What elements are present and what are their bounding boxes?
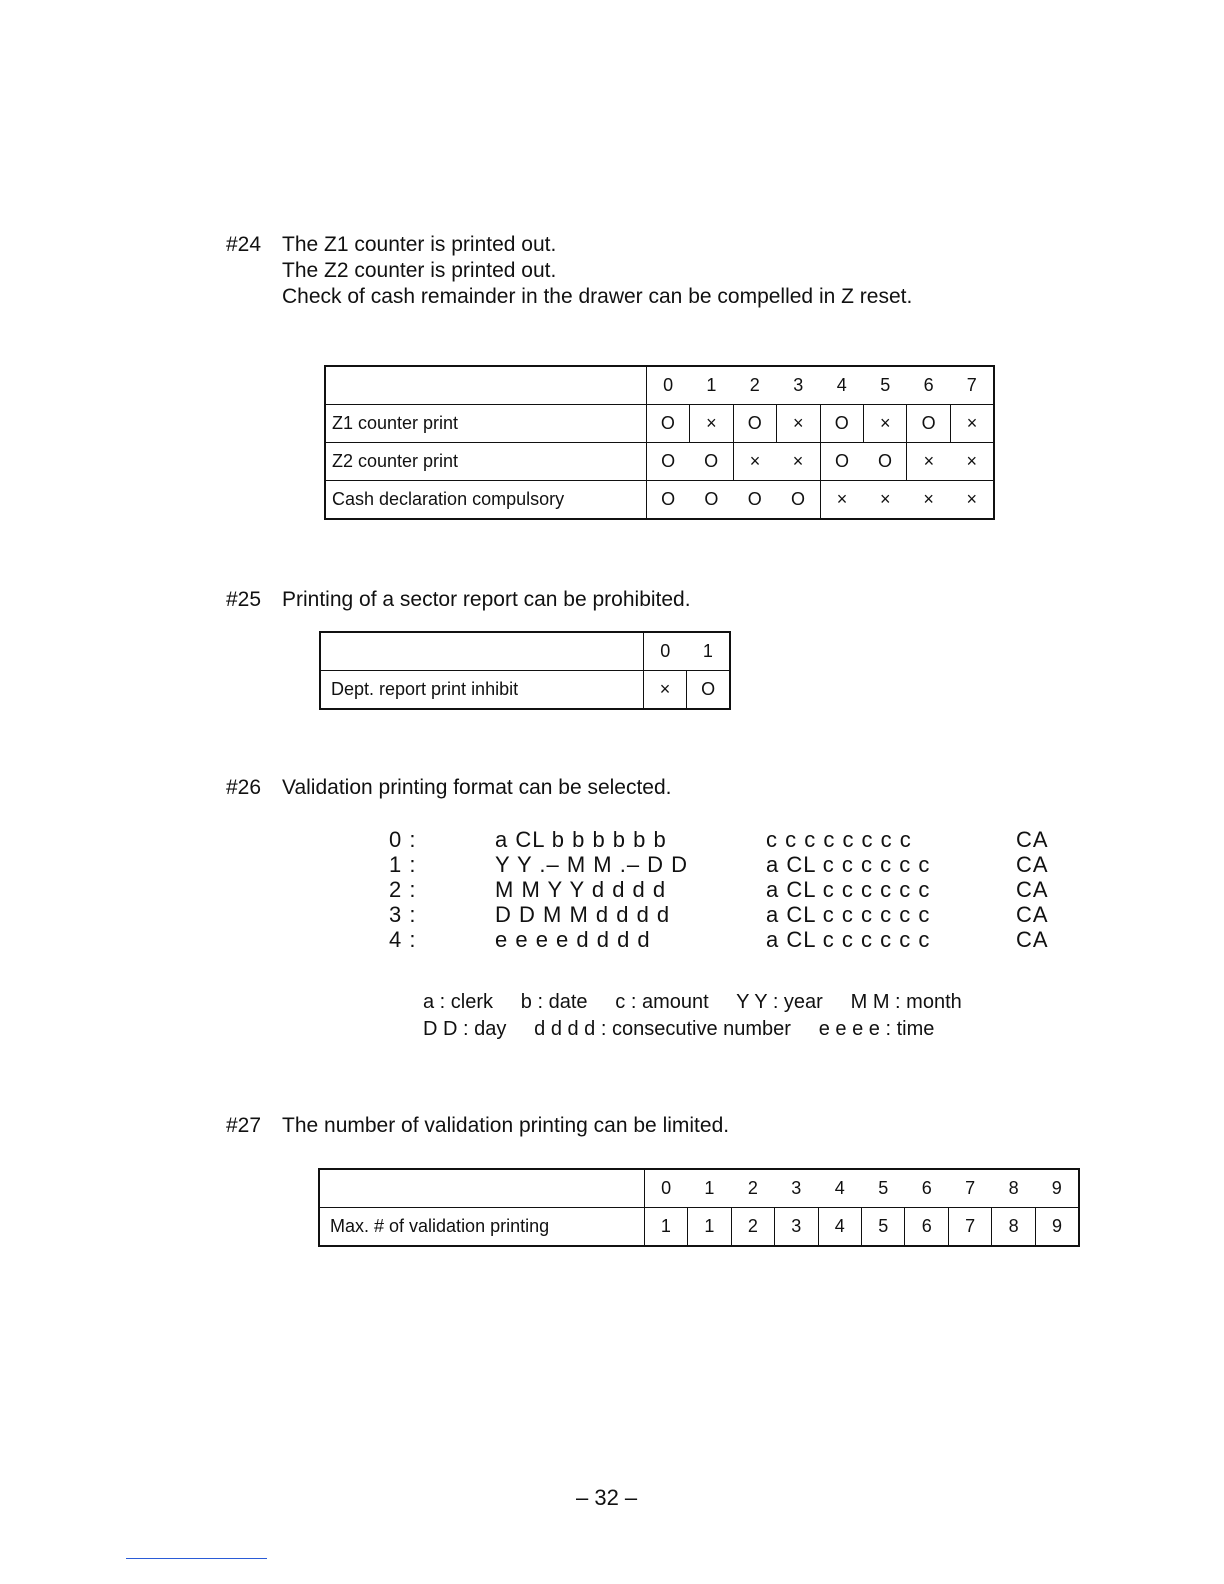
table-cell: × xyxy=(777,443,820,481)
table-cell: 1 xyxy=(644,1208,687,1247)
section-25-table xyxy=(319,631,731,710)
row-label: Max. # of validation printing xyxy=(319,1208,644,1247)
column-header: 6 xyxy=(905,1169,948,1208)
column-header: 6 xyxy=(907,366,950,405)
column-header: 3 xyxy=(775,1169,818,1208)
format-index: 1 : xyxy=(389,852,417,877)
table-corner xyxy=(325,366,646,405)
table-cell: × xyxy=(820,481,863,520)
format-index: 4 : xyxy=(389,927,417,952)
section-number: #24 xyxy=(226,233,262,256)
column-header: 5 xyxy=(863,366,906,405)
table-row xyxy=(325,405,994,443)
row-label: Z2 counter print xyxy=(325,443,646,481)
table-cell: O xyxy=(777,481,820,520)
column-header: 7 xyxy=(948,1169,991,1208)
format-right: CA xyxy=(1016,827,1049,852)
table-cell: O xyxy=(690,443,733,481)
table-cell: O xyxy=(733,405,776,443)
column-header: 1 xyxy=(690,366,733,405)
legend-line-1: a : clerk b : date c : amount Y Y : year M M : month xyxy=(423,991,962,1013)
page-number: – 32 – xyxy=(576,1485,638,1510)
section-number: #26 xyxy=(226,776,262,799)
table-cell: O xyxy=(646,405,689,443)
section-27-table xyxy=(318,1168,1080,1247)
format-index: 3 : xyxy=(389,902,417,927)
column-header: 0 xyxy=(644,1169,687,1208)
section-number: #27 xyxy=(226,1114,262,1137)
table-cell: 4 xyxy=(818,1208,861,1247)
format-left: M M Y Y d d d d xyxy=(495,877,667,902)
format-right: CA xyxy=(1016,852,1049,877)
format-right: CA xyxy=(1016,902,1049,927)
table-cell: × xyxy=(863,405,906,443)
column-header: 0 xyxy=(643,632,686,671)
table-header-row xyxy=(325,366,994,405)
column-header: 7 xyxy=(950,366,994,405)
section-24-table xyxy=(324,365,995,520)
table-cell: O xyxy=(646,481,689,520)
table-cell: 2 xyxy=(731,1208,774,1247)
table-cell: 7 xyxy=(948,1208,991,1247)
column-header: 9 xyxy=(1035,1169,1079,1208)
column-header: 1 xyxy=(688,1169,731,1208)
format-left: Y Y .– M M .– D D xyxy=(495,852,689,877)
section-text: Validation printing format can be selected. xyxy=(282,776,672,799)
column-header: 8 xyxy=(992,1169,1035,1208)
table-cell: O xyxy=(733,481,776,520)
format-right: CA xyxy=(1016,877,1049,902)
row-label: Z1 counter print xyxy=(325,405,646,443)
table-cell: 3 xyxy=(775,1208,818,1247)
table-row xyxy=(320,671,730,710)
table-cell: × xyxy=(643,671,686,710)
table-row xyxy=(325,443,994,481)
table-cell: 6 xyxy=(905,1208,948,1247)
table-header-row xyxy=(320,632,730,671)
section-text: The Z1 counter is printed out. xyxy=(282,233,557,256)
table-cell: × xyxy=(907,481,950,520)
section-26-heading xyxy=(226,775,1126,801)
table-cell: O xyxy=(820,443,863,481)
column-header: 4 xyxy=(820,366,863,405)
table-row xyxy=(325,481,994,520)
table-cell: × xyxy=(907,443,950,481)
section-24-heading xyxy=(226,232,1126,258)
table-cell: O xyxy=(690,481,733,520)
column-header: 0 xyxy=(646,366,689,405)
table-cell: × xyxy=(863,481,906,520)
table-cell: O xyxy=(863,443,906,481)
section-27-heading xyxy=(226,1113,1126,1139)
format-right: CA xyxy=(1016,927,1049,952)
table-cell: O xyxy=(687,671,730,710)
format-left: e e e e d d d d xyxy=(495,927,651,952)
footer-rule xyxy=(126,1558,267,1559)
table-cell: × xyxy=(733,443,776,481)
table-corner xyxy=(320,632,643,671)
format-middle: a CL c c c c c c xyxy=(766,902,931,927)
table-cell: × xyxy=(950,443,994,481)
column-header: 1 xyxy=(687,632,730,671)
section-number: #25 xyxy=(226,588,262,611)
table-cell: 9 xyxy=(1035,1208,1079,1247)
table-cell: O xyxy=(820,405,863,443)
table-cell: O xyxy=(907,405,950,443)
column-header: 2 xyxy=(731,1169,774,1208)
column-header: 4 xyxy=(818,1169,861,1208)
table-cell: × xyxy=(950,481,994,520)
table-cell: × xyxy=(950,405,994,443)
column-header: 5 xyxy=(862,1169,905,1208)
row-label: Cash declaration compulsory xyxy=(325,481,646,520)
section-24-line-3: Check of cash remainder in the drawer can be compelled in Z reset. xyxy=(282,285,913,308)
column-header: 3 xyxy=(777,366,820,405)
table-row xyxy=(319,1208,1079,1247)
row-label: Dept. report print inhibit xyxy=(320,671,643,710)
column-header: 2 xyxy=(733,366,776,405)
format-index: 0 : xyxy=(389,827,417,852)
table-corner xyxy=(319,1169,644,1208)
table-header-row xyxy=(319,1169,1079,1208)
table-cell: × xyxy=(690,405,733,443)
legend-line-2: D D : day d d d d : consecutive number e e e e : time xyxy=(423,1018,935,1040)
format-middle: a CL c c c c c c xyxy=(766,852,931,877)
format-left: a CL b b b b b b xyxy=(495,827,667,852)
format-left: D D M M d d d d xyxy=(495,902,671,927)
format-middle: a CL c c c c c c xyxy=(766,877,931,902)
section-text: The number of validation printing can be limited. xyxy=(282,1114,730,1137)
table-cell: 5 xyxy=(862,1208,905,1247)
format-index: 2 : xyxy=(389,877,417,902)
section-25-heading xyxy=(226,587,1126,613)
table-cell: 1 xyxy=(688,1208,731,1247)
section-24-line-2: The Z2 counter is printed out. xyxy=(282,259,557,282)
format-middle: a CL c c c c c c xyxy=(766,927,931,952)
table-cell: × xyxy=(777,405,820,443)
section-text: Printing of a sector report can be prohibited. xyxy=(282,588,691,611)
table-cell: 8 xyxy=(992,1208,1035,1247)
table-cell: O xyxy=(646,443,689,481)
format-middle: c c c c c c c c xyxy=(766,827,912,852)
